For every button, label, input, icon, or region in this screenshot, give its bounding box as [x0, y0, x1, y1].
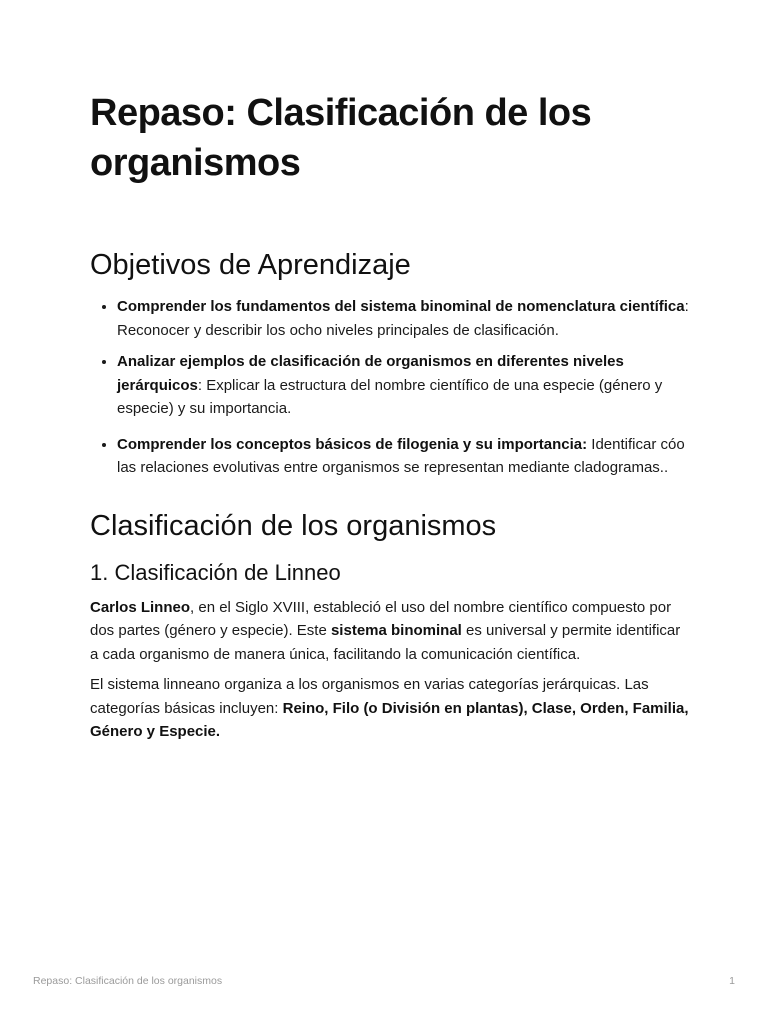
- objective-title: Comprender los fundamentos del sistema binominal de nomenclatura científica: [117, 298, 685, 315]
- objective-description: : Reconocer y describir los ocho niveles principales de clasificación.: [117, 298, 689, 339]
- objective-description: Identificar cóo las relaciones evolutivas entre organismos se representan mediante cladogramas..: [117, 435, 685, 476]
- document-page: [90, 88, 690, 744]
- footer-title: Repaso: Clasificación de los organismos: [33, 975, 223, 987]
- classification-heading: Clasificación de los organismos: [90, 509, 497, 542]
- objective-description: : Explicar la estructura del nombre científico de una especie (género y especie) y su importancia.: [117, 376, 663, 417]
- objectives-list: [90, 295, 690, 480]
- paragraph-text: El sistema linneano organiza a los organismos en varias categorías jerárquicas. Las categorías básicas incluyen:: [90, 676, 649, 717]
- list-item: [117, 295, 690, 342]
- footer-page-number: 1: [729, 975, 735, 987]
- linneo-paragraph: [90, 596, 690, 667]
- paragraph-text: , en el Siglo XVIII, estableció el uso del nombre científico compuesto por dos partes (género y especie). Este: [90, 598, 672, 639]
- objectives-heading: Objetivos de Aprendizaje: [90, 249, 411, 281]
- objective-title: Analizar ejemplos de clasificación de organismos en diferentes niveles jerárquicos: [117, 353, 624, 394]
- emphasis-linneo: Carlos Linneo: [90, 598, 191, 616]
- list-item: [117, 350, 690, 421]
- emphasis-categories: Reino, Filo (o División en plantas), Clase, Orden, Familia, Género y Especie.: [90, 699, 689, 740]
- list-item: [117, 433, 690, 480]
- page-title: Repaso: Clasificación de los organismos: [90, 92, 592, 184]
- emphasis-binominal: sistema binominal: [330, 622, 462, 639]
- objective-title: Comprender los conceptos básicos de filogenia y su importancia:: [117, 435, 588, 453]
- categories-paragraph: [90, 673, 690, 744]
- linneo-subheading: 1. Clasificación de Linneo: [90, 559, 341, 585]
- paragraph-text: es universal y permite identificar a cada organismo de manera única, facilitando la comunicación científica.: [90, 622, 681, 663]
